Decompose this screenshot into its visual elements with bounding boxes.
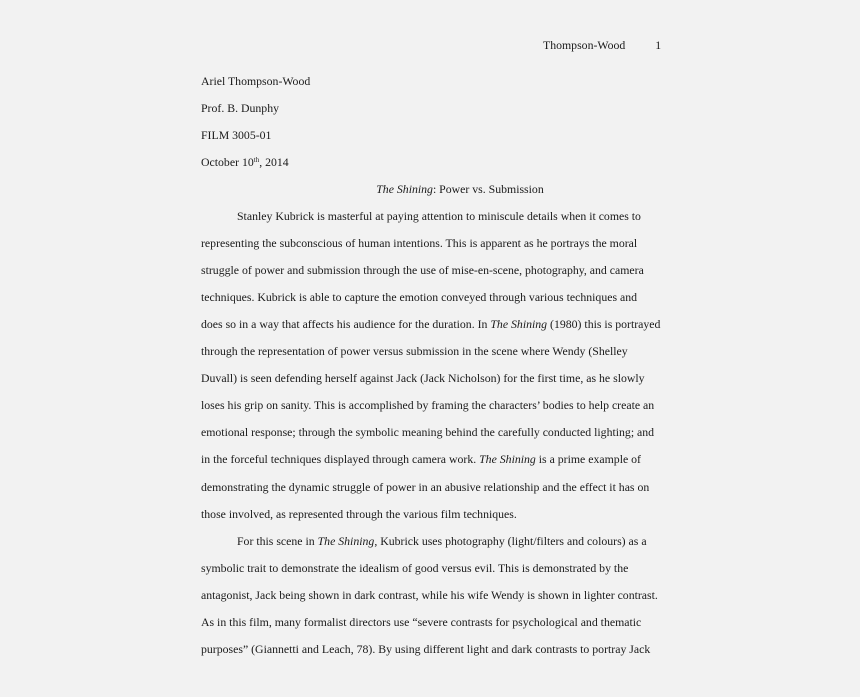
body-text-run: purposes” (Giannetti and Leach, 78). By using different light and dark contrasts to portray Jack xyxy=(201,641,651,656)
body-line xyxy=(201,452,641,467)
body-line xyxy=(201,642,650,657)
body-line xyxy=(201,371,645,386)
body-text-run: , Kubrick uses photography (light/filters and colours) as a xyxy=(374,533,647,548)
title-rest: : Power vs. Submission xyxy=(432,182,544,196)
italic-film-title: The Shining xyxy=(490,317,548,332)
title-film: The Shining xyxy=(376,182,433,196)
body-line xyxy=(201,615,641,630)
running-head xyxy=(543,38,661,53)
body-line xyxy=(201,290,637,305)
body-text-run: those involved, as represented through the various film techniques. xyxy=(201,506,517,521)
date-line xyxy=(201,155,289,170)
body-line xyxy=(201,317,660,332)
italic-film-title: The Shining xyxy=(317,533,375,548)
body-text-run: struggle of power and submission through the use of mise-en-scene, photography, and camera xyxy=(201,263,644,278)
body-line xyxy=(201,507,517,522)
student-name: Ariel Thompson-Wood xyxy=(201,74,311,88)
body-text-run: through the representation of power versus submission in the scene where Wendy (Shelley xyxy=(201,344,628,359)
body-line xyxy=(201,236,637,251)
italic-film-title: The Shining xyxy=(479,452,536,467)
body-text-run: representing the subconscious of human intentions. This is apparent as he portrays the moral xyxy=(201,236,638,251)
running-head-author: Thompson-Wood xyxy=(543,38,626,52)
body-line xyxy=(201,263,644,278)
body-text-run: Stanley Kubrick is masterful at paying attention to miniscule details when it comes to xyxy=(237,209,641,223)
professor-name: Prof. B. Dunphy xyxy=(201,101,279,115)
body-line xyxy=(201,480,649,495)
body-text-run: does so in a way that affects his audience for the duration. In xyxy=(201,317,491,332)
page-number: 1 xyxy=(655,38,662,52)
body-text-run: (1980) this is portrayed xyxy=(547,317,661,332)
body-text-run: demonstrating the dynamic struggle of power in an abusive relationship and the effect it has on xyxy=(201,479,650,494)
date-suffix: th xyxy=(253,156,260,164)
body-line xyxy=(201,344,628,359)
body-text-run: is a prime example of xyxy=(535,452,641,467)
body-line xyxy=(201,425,654,440)
course-code: FILM 3005-01 xyxy=(201,128,272,142)
date-month-day: October 10 xyxy=(201,155,254,169)
body-text-run: emotional response; through the symbolic meaning behind the carefully conducted lighting; and xyxy=(201,425,655,440)
body-text-run: Duvall) is seen defending herself against Jack (Jack Nicholson) for the first time, as he slowly xyxy=(201,371,645,386)
body-text-run: symbolic trait to demonstrate the idealism of good versus evil. This is demonstrated by the xyxy=(201,560,629,575)
body-text-run: antagonist, Jack being shown in dark contrast, while his wife Wendy is shown in lighter contrast. xyxy=(201,587,658,602)
body-text-run: For this scene in xyxy=(237,533,318,548)
date-year: , 2014 xyxy=(259,155,289,169)
body-line xyxy=(201,534,647,549)
body-line xyxy=(201,588,658,603)
body-text-run: As in this film, many formalist directors use “severe contrasts for psychological and thematic xyxy=(201,614,642,629)
body-line xyxy=(201,209,641,224)
body-line xyxy=(201,561,628,576)
body-text-run: in the forceful techniques displayed through camera work. xyxy=(201,452,480,467)
paper-title xyxy=(0,182,860,197)
body-line xyxy=(201,398,654,413)
body-text-run: techniques. Kubrick is able to capture the emotion conveyed through various techniques and xyxy=(201,290,638,305)
body-text-run: loses his grip on sanity. This is accomplished by framing the characters’ bodies to help create an xyxy=(201,398,655,413)
